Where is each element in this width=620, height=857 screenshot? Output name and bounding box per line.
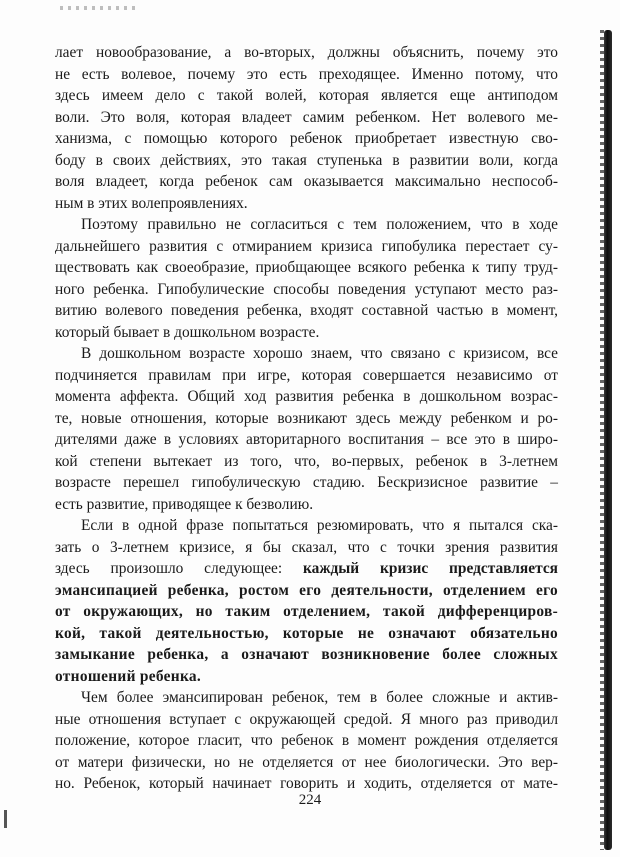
bold-text-line: замыкание ребенка, а означают возникновение более сложных — [55, 646, 558, 663]
page-number: 224 — [298, 792, 322, 808]
text-line: ханизма, с помощью которого ребенок приобретает известную сво- — [55, 130, 558, 147]
text-line: не есть волевое, почему это есть преходящее. Именно потому, что — [55, 65, 558, 83]
text-line: есть развитие, приводящее к безволию. — [55, 495, 314, 513]
text-line: от матери физически, но не отделяется от нее биологически. Это вер- — [55, 753, 558, 771]
text-line: но. Ребенок, который начинает говорить и ходить, отделяется от мате- — [55, 775, 558, 792]
bold-text-line: кой, такой деятельностью, которые не означают обязательно — [55, 624, 558, 642]
text-line: ного ребенка. Гипобулические способы поведения уступают место раз- — [55, 280, 558, 298]
scan-edge-shadow — [604, 30, 612, 850]
text-line: зать о 3-летнем кризисе, я бы сказал, что с точки зрения развития — [55, 538, 558, 556]
text-line: В дошкольном возрасте хорошо знаем, что связано с кризисом, все — [81, 345, 558, 362]
text-line: кой степени вытекает из того, что, во-первых, ребенок в 3-летнем — [55, 452, 558, 470]
body-text — [55, 42, 558, 795]
text-line: дальнейшего развития с отмиранием кризиса гипобулика перестает су- — [55, 237, 558, 255]
text-line: здесь имеем дело с такой волей, которая является еще антиподом — [55, 87, 558, 104]
text-line: ные отношения вступает с окружающей средой. Я много раз приводил — [55, 710, 558, 728]
text-line: дителями даже в условиях авторитарного воспитания – все это в широ- — [55, 431, 558, 448]
text-line: боду в своих действиях, это такая ступенька в развитии воли, когда — [55, 151, 558, 169]
bold-text-segment: каждый кризис представляется — [303, 560, 558, 577]
text-line: момента аффекта. Общий ход развития ребенка в дошкольном возрас- — [55, 388, 558, 405]
text-line: воля владеет, когда ребенок сам оказывается максимально неспособ- — [55, 173, 558, 190]
text-line: Чем более эмансипирован ребенок, тем в более сложные и актив- — [81, 689, 558, 706]
text-line: лает новообразование, а во-вторых, должны объяснить, почему это — [55, 44, 558, 61]
text-line: Поэтому правильно не согласиться с тем положением, что в ходе — [81, 216, 558, 233]
text-line: ным в этих волепроявлениях. — [55, 194, 248, 212]
text-line: подчиняется правилам при игре, которая совершается независимо от — [55, 366, 558, 384]
text-line: положение, которое гласит, что ребенок в момент рождения отделяется — [55, 732, 558, 749]
text-segment: здесь произошло следующее: — [55, 560, 283, 577]
bold-text-line: от окружающих, но таким отделением, такой дифференциров- — [55, 603, 558, 620]
text-line: который бывает в дошкольном возрасте. — [55, 323, 320, 341]
text-line: витию волевого поведения ребенка, входят составной частью в момент, — [55, 302, 558, 319]
bold-text-line: отношений ребенка. — [55, 667, 202, 685]
scan-artifact-top — [60, 6, 140, 10]
text-line: воли. Это воля, которая владеет самим ребенком. Нет волевого ме- — [55, 108, 558, 126]
bold-text-line: эмансипацией ребенка, ростом его деятельности, отделением его — [55, 581, 558, 599]
text-line: ществовать как своеобразие, приобщающее всякого ребенка к типу труд- — [55, 259, 558, 276]
text-line: Если в одной фразе попытаться резюмировать, что я пытался ска- — [81, 517, 558, 534]
scan-artifact-corner — [4, 810, 7, 828]
text-line — [55, 558, 558, 580]
text-line: те, новые отношения, которые возникают здесь между ребенком и ро- — [55, 409, 558, 427]
text-line: возрасте перешел гипобулическую стадию. Бескризисное развитие – — [55, 474, 558, 491]
